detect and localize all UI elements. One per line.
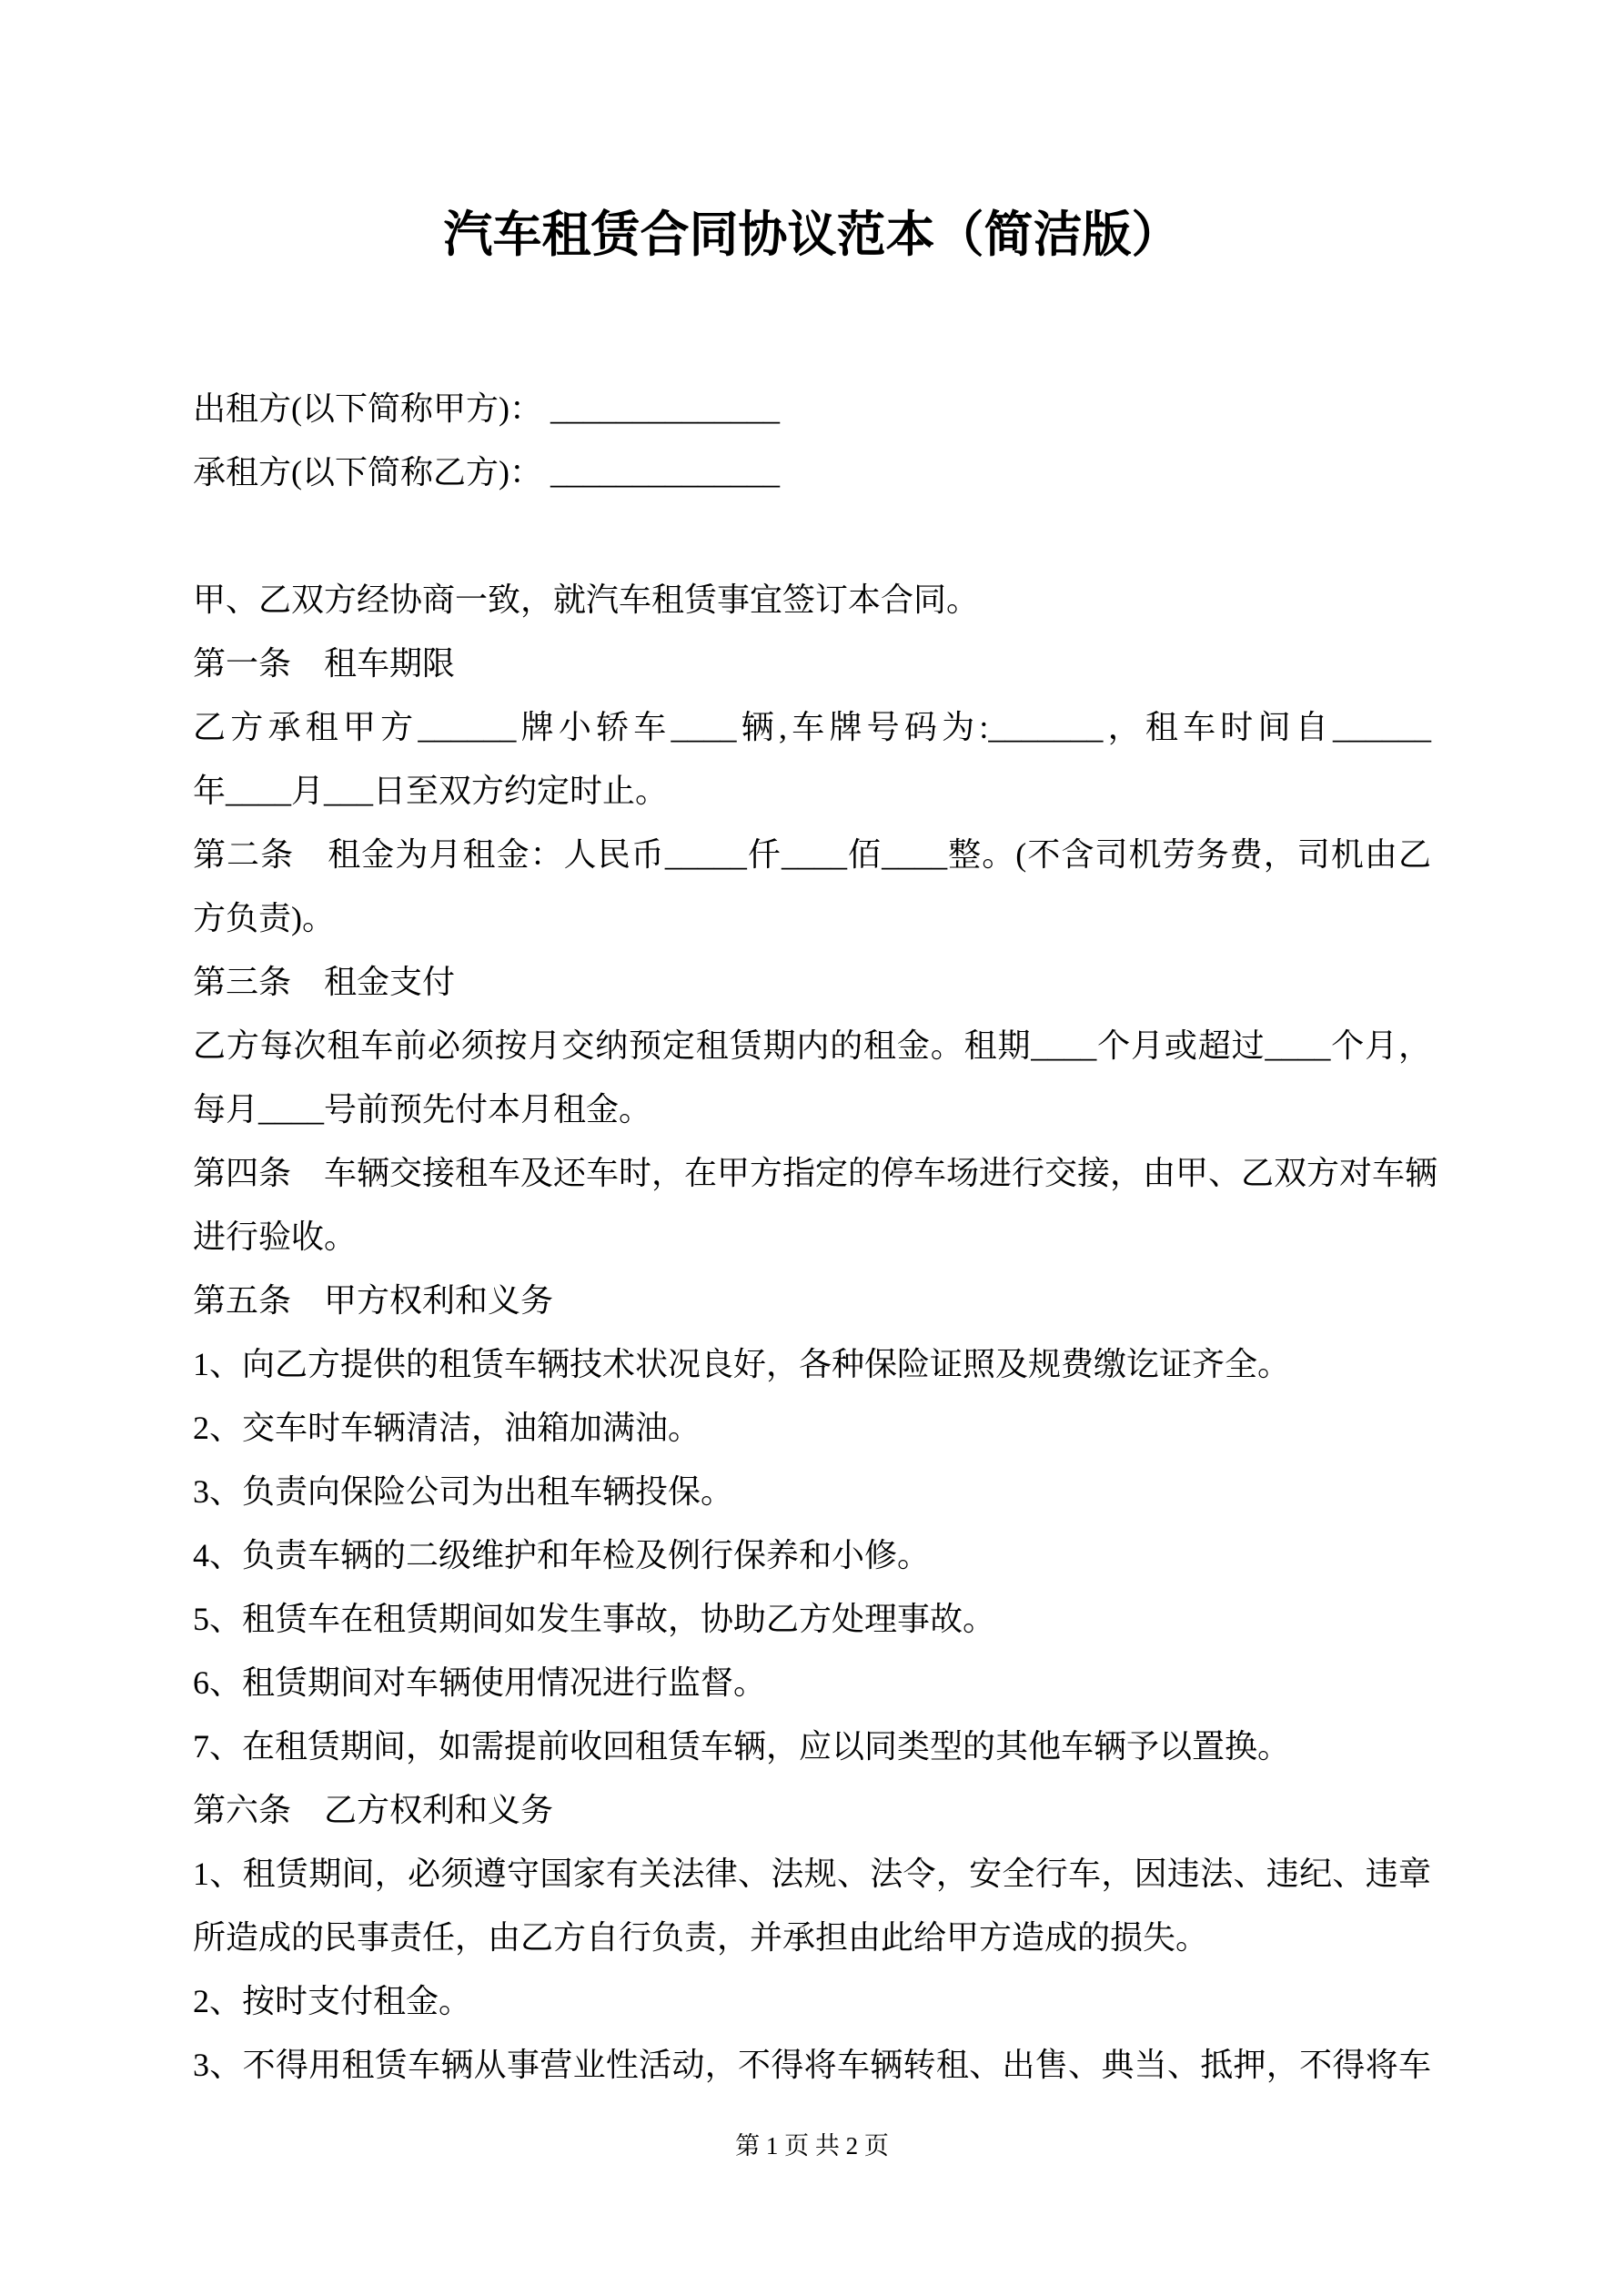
clause-item: 1、向乙方提供的租赁车辆技术状况良好，各种保险证照及规费缴讫证齐全。 xyxy=(193,1346,1291,1382)
document-title: 汽车租赁合同协议范本（简洁版） xyxy=(443,207,1181,262)
clause-item: 2、按时支付租金。 xyxy=(193,1983,472,2019)
clause-item: 7、在租赁期间，如需提前收回租赁车辆，应以同类型的其他车辆予以置换。 xyxy=(193,1728,1291,1765)
article-4-heading: 第四条 车辆交接租车及还车时，在甲方指定的停车场进行交接，由甲、乙双方对车辆 xyxy=(193,1155,1438,1191)
article-1-heading: 第一条 租车期限 xyxy=(193,645,456,682)
clause-item: 3、负责向保险公司为出租车辆投保。 xyxy=(193,1473,734,1510)
article-3-heading: 第三条 租金支付 xyxy=(193,964,456,1000)
clause-item: 6、租赁期间对车辆使用情况进行监督。 xyxy=(193,1664,767,1701)
party-lessor-line: 出租方(以下简称甲方)： ______________ xyxy=(193,390,780,427)
contract-line: 每月____号前预先付本月租金。 xyxy=(193,1091,652,1128)
article-5-heading: 第五条 甲方权利和义务 xyxy=(193,1282,554,1319)
preamble-line: 甲、乙双方经协商一致，就汽车租赁事宜签订本合同。 xyxy=(193,582,980,618)
contract-line: 乙方每次租车前必须按月交纳预定租赁期内的租金。租期____个月或超过____个月， xyxy=(193,1027,1431,1064)
clause-item: 2、交车时车辆清洁，油箱加满油。 xyxy=(193,1410,701,1446)
clause-item: 5、租赁车在租赁期间如发生事故，协助乙方处理事故。 xyxy=(193,1601,996,1637)
clause-item: 1、租赁期间，必须遵守国家有关法律、法规、法令，安全行车，因违法、违纪、违章 xyxy=(193,1856,1431,1892)
clause-item: 3、不得用租赁车辆从事营业性活动，不得将车辆转租、出售、典当、抵押，不得将车 xyxy=(193,2047,1431,2083)
clause-item: 所造成的民事责任，由乙方自行负责，并承担由此给甲方造成的损失。 xyxy=(193,1919,1209,1956)
contract-line: 年____月___日至双方约定时止。 xyxy=(193,773,669,809)
article-6-heading: 第六条 乙方权利和义务 xyxy=(193,1792,554,1828)
article-2-heading: 第二条 租金为月租金：人民币_____仟____佰____整。(不含司机劳务费，司机由乙 xyxy=(193,836,1431,873)
clause-item: 4、负责车辆的二级维护和年检及例行保养和小修。 xyxy=(193,1537,931,1573)
contract-line: 方负责)。 xyxy=(193,900,335,936)
party-lessee-line: 承租方(以下简称乙方)： ______________ xyxy=(193,454,780,491)
contract-line: 进行验收。 xyxy=(193,1219,358,1255)
contract-line: 乙方承租甲方______牌小轿车____辆,车牌号码为:_______，租车时间自______ xyxy=(193,709,1431,745)
page-number-footer: 第 1 页 共 2 页 xyxy=(735,2132,889,2159)
contract-body xyxy=(193,377,1438,2097)
